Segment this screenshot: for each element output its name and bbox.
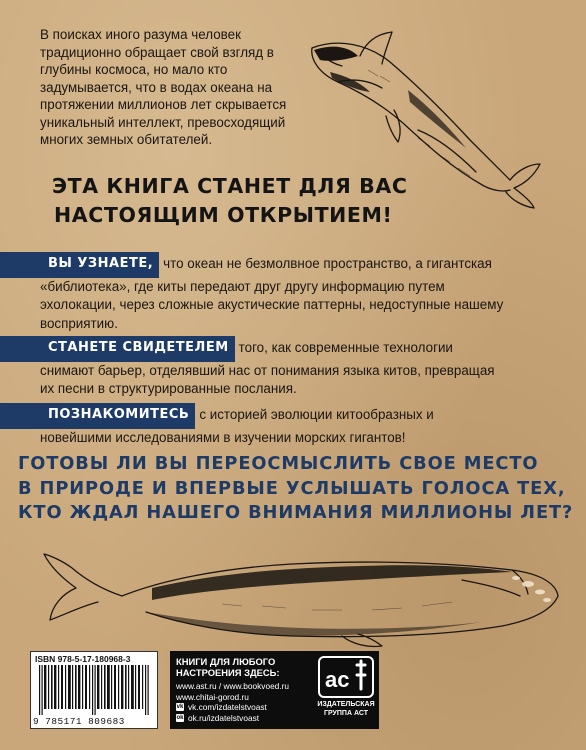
barcode-graphic [37,665,152,715]
barcode-digits: 9 785171 809683 [33,716,125,727]
publisher-name-line-1: ИЗДАТЕЛЬСКАЯ [317,701,375,708]
info-vk-link[interactable]: vk.com/izdatelstvoast [188,702,267,712]
ok-icon: ok [176,714,184,721]
section-text-witness: того, как современные технологии снимают барьер, отделявший нас от понимания языка китов, превращая их песни в структурированные послания. [40,340,495,396]
section-text-learn: что океан не безмолвное пространство, а гигантская «библиотека», где киты передают друг другу информацию путем эхолокации, через сложные акустические паттерны, недоступные нашему восприятию. [40,256,504,331]
section-text-meet: с историей эволюции китообразных и новейшими исследованиями в изучении морских гигантов! [40,407,434,445]
svg-text:ас: ас [325,667,350,692]
publisher-name [317,701,375,718]
section-witness [40,336,500,399]
section-label-learn: ВЫ УЗНАЕТЕ, [0,252,159,278]
section-learn [40,252,510,333]
info-websites-line-2[interactable]: www.chitai-gorod.ru [176,691,249,702]
headline-line-2: НАСТОЯЩИМ ОТКРЫТИЕМ! [54,203,393,227]
info-ok-link[interactable]: ok.ru/izdatelstvoast [188,712,260,723]
info-title-line-1: КНИГИ ДЛЯ ЛЮБОГО [176,656,276,667]
info-title-line-2: НАСТРОЕНИЯ ЗДЕСЬ: [176,667,280,678]
isbn-label: ISBN 978-5-17-180968-3 [35,654,131,664]
question-line-1: ГОТОВЫ ЛИ ВЫ ПЕРЕОСМЫСЛИТЬ СВОЕ МЕСТО [18,453,539,474]
section-meet [40,403,470,447]
intro-paragraph: В поисках иного разума человек традиционно обращает свой взгляд в глубины космоса, но мало кто задумывается, что в водах океана на протяжении миллионов лет скрывается уникальный интеллект, превосходящий многих земных обитателей. [40,27,287,147]
info-websites-line-1[interactable]: www.ast.ru / www.bookvoed.ru [176,681,289,691]
closing-question [18,452,574,526]
whale-illustration [42,540,562,650]
isbn-barcode-box [30,651,158,729]
ast-logo [317,655,375,699]
headline [52,172,407,230]
question-line-3: КТО ЖДАЛ НАШЕГО ВНИМАНИЯ МИЛЛИОНЫ ЛЕТ? [18,502,574,523]
question-line-2: В ПРИРОДЕ И ВПЕРВЫЕ УСЛЫШАТЬ ГОЛОСА ТЕХ, [18,477,566,499]
vk-icon: vk [176,704,184,711]
bookstore-info-box [170,651,379,729]
section-label-meet: ПОЗНАКОМИТЕСЬ [0,403,195,429]
publisher-name-line-2: ГРУППА АСТ [324,709,368,717]
headline-line-1: ЭТА КНИГА СТАНЕТ ДЛЯ ВАС [52,174,408,198]
section-label-witness: СТАНЕТЕ СВИДЕТЕЛЕМ [0,336,235,362]
